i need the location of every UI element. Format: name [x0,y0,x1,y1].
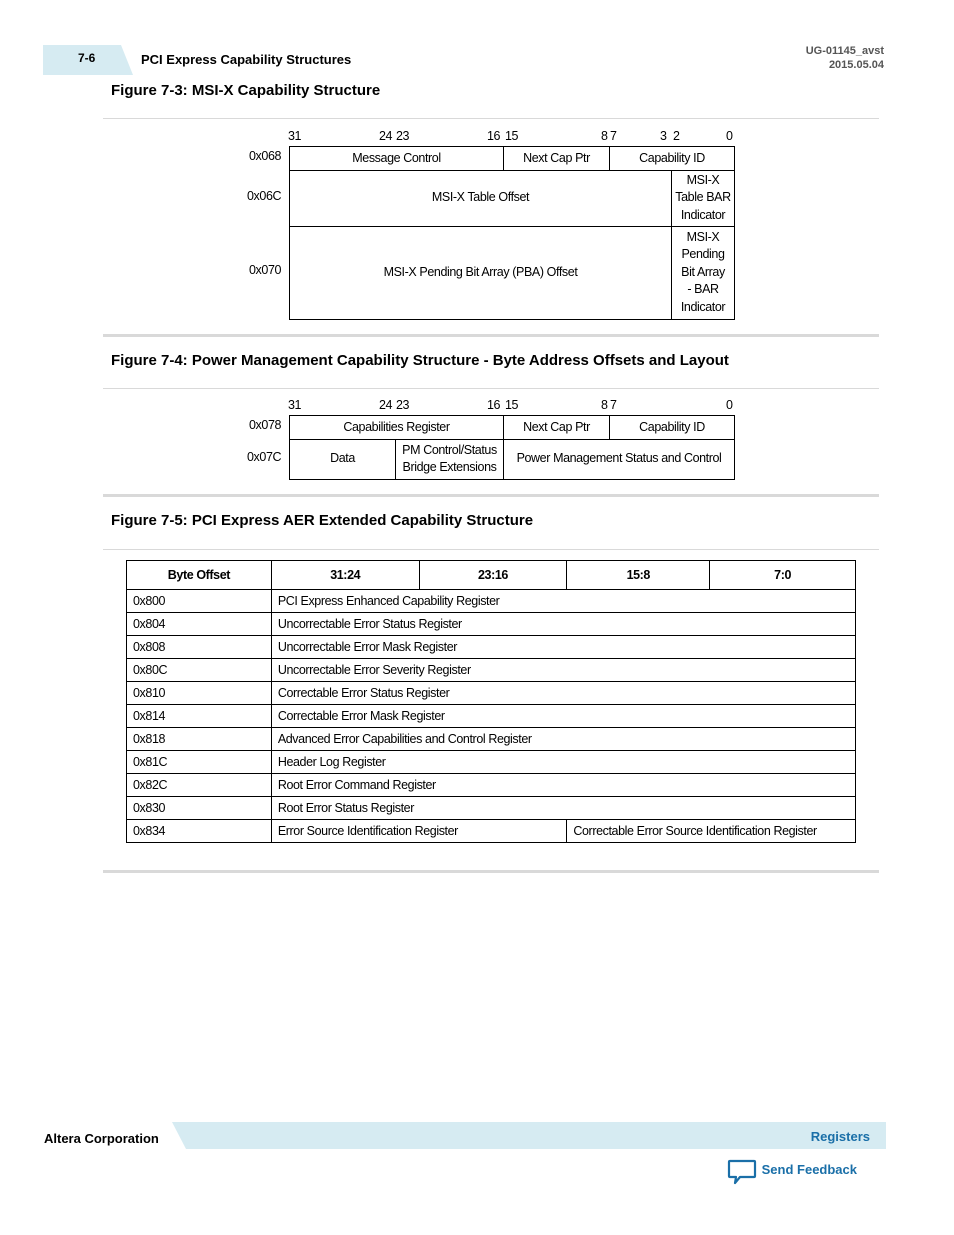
table-row [127,751,856,774]
divider [103,388,879,389]
data-cell [289,439,396,480]
msix-pba-offset-cell [289,226,672,320]
bit-label: 8 [601,398,608,412]
table-row [127,682,856,705]
aer-capability-table [126,560,856,843]
section-title: PCI Express Capability Structures [141,52,352,67]
cell-label: MSI-X Table Offset [431,190,530,205]
cell-label: Next Cap Ptr [523,150,590,165]
offset-cell: 0x834 [127,820,272,843]
offset-cell: 0x818 [127,728,272,751]
figure-title: Figure 7-5: PCI Express AER Extended Capability Structure [111,512,534,529]
chapter-link[interactable]: Registers [810,1129,870,1144]
table-row [127,613,856,636]
offset-cell: 0x830 [127,797,272,820]
table-row [127,705,856,728]
register-cell: Correctable Error Mask Register [271,705,855,728]
cell-label-line: Indicator [680,207,726,222]
offset-label: 0x078 [249,418,282,432]
table-row [127,728,856,751]
offset-cell: 0x81C [127,751,272,774]
cell-label: MSI-X Pending Bit Array (PBA) Offset [383,264,578,279]
cell-label-line: MSI-X [686,229,720,244]
table-row [127,659,856,682]
column-header: 7:0 [710,561,856,590]
offset-cell: 0x804 [127,613,272,636]
divider [103,118,879,119]
bit-label: 2 [673,129,680,143]
bit-label: 24 [379,398,393,412]
cell-label: Power Management Status and Control [516,451,722,466]
bit-label: 0 [726,129,733,143]
bit-label: 8 [601,129,608,143]
offset-cell: 0x808 [127,636,272,659]
doc-id-block [806,44,884,72]
divider [103,549,879,550]
next-cap-ptr-cell [504,146,610,171]
offset-cell: 0x800 [127,590,272,613]
pm-bridge-extensions-cell [396,439,504,480]
cell-label-line: - BAR [687,282,719,297]
cell-label: Capability ID [639,419,705,434]
figure-title: Figure 7-3: MSI-X Capability Structure [111,82,381,99]
bit-label: 7 [610,129,617,143]
table-row [127,774,856,797]
bit-label: 16 [487,398,501,412]
offset-cell: 0x82C [127,774,272,797]
divider [103,334,879,337]
table-row [127,797,856,820]
register-cell: Uncorrectable Error Mask Register [271,636,855,659]
doc-id: UG-01145_avst [805,45,884,57]
column-header: Byte Offset [127,561,272,590]
cell-label: Message Control [352,150,441,165]
footer-band [172,1122,886,1149]
doc-date: 2015.05.04 [828,59,884,71]
offset-label: 0x07C [247,450,282,464]
bit-label: 31 [288,129,302,143]
cell-label-line: Bit Array [681,264,725,279]
speech-bubble-icon[interactable] [727,1158,757,1186]
offset-cell: 0x80C [127,659,272,682]
company-name: Altera Corporation [44,1131,159,1146]
cell-label-line: MSI-X [686,172,720,187]
register-cell: Root Error Command Register [271,774,855,797]
register-cell: Correctable Error Status Register [271,682,855,705]
register-cell: Correctable Error Source Identification Register [567,820,856,843]
cell-label: Capability ID [639,150,705,165]
bit-label: 16 [487,129,501,143]
offset-cell: 0x814 [127,705,272,728]
table-row [127,590,856,613]
page-number: 7-6 [78,51,96,65]
next-cap-ptr-cell [504,415,610,440]
divider [103,494,879,497]
bit-label: 7 [610,398,617,412]
send-feedback-link[interactable]: Send Feedback [761,1162,857,1177]
capability-id-cell [610,146,735,171]
table-header-row [127,561,856,590]
bit-label: 3 [660,129,667,143]
cell-label: Data [330,451,355,466]
bit-label: 15 [505,398,519,412]
register-cell: Error Source Identification Register [271,820,567,843]
register-cell: Header Log Register [271,751,855,774]
bit-label: 23 [396,129,410,143]
capability-id-cell [610,415,735,440]
figure-title: Figure 7-4: Power Management Capability Structure - Byte Address Offsets and Layout [111,352,729,369]
bit-label: 24 [379,129,393,143]
cell-label-line: Indicator [680,299,726,314]
offset-label: 0x06C [247,189,282,203]
column-header: 31:24 [271,561,419,590]
msix-table-offset-cell [289,170,672,227]
cell-label-line: Pending [681,247,725,262]
cell-label: Next Cap Ptr [523,419,590,434]
bit-label: 23 [396,398,410,412]
bit-label: 15 [505,129,519,143]
column-header: 23:16 [419,561,567,590]
cell-label-line: Bridge Extensions [402,460,497,474]
msix-pba-bar-cell [672,226,735,320]
column-header: 15:8 [567,561,710,590]
register-cell: Uncorrectable Error Severity Register [271,659,855,682]
offset-cell: 0x810 [127,682,272,705]
register-cell: Advanced Error Capabilities and Control Register [271,728,855,751]
register-cell: Root Error Status Register [271,797,855,820]
table-row [127,820,856,843]
cell-label: Capabilities Register [343,419,450,434]
offset-label: 0x068 [249,149,282,163]
message-control-cell [289,146,504,171]
bit-label: 0 [726,398,733,412]
divider [103,870,879,873]
register-cell: PCI Express Enhanced Capability Register [271,590,855,613]
offset-label: 0x070 [249,263,282,277]
pm-status-control-cell [504,439,735,480]
register-cell: Uncorrectable Error Status Register [271,613,855,636]
cell-label-line: PM Control/Status [402,442,497,457]
table-row [127,636,856,659]
msix-table-bar-cell [672,170,735,227]
cell-label-line: Table BAR [675,190,731,205]
bit-label: 31 [288,398,302,412]
capabilities-register-cell [289,415,504,440]
